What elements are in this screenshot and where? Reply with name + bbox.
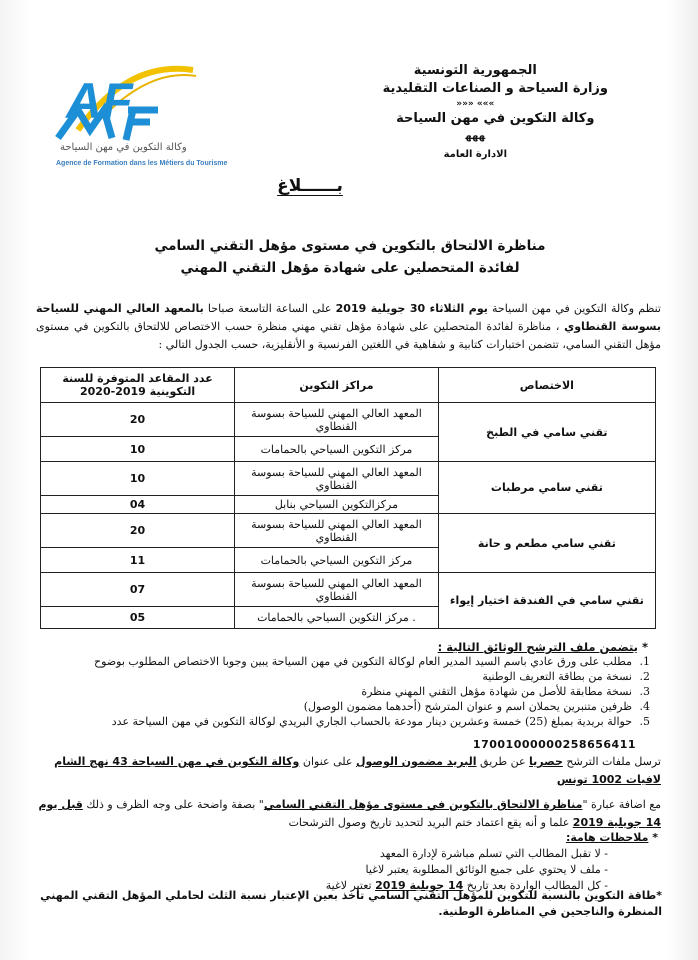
list-item: 4. ظرفين متنبرين يحملان اسم و عنوان المترشح (أحدهما مضمون الوصول) — [36, 699, 636, 714]
table-row — [41, 514, 656, 548]
list-item: 3. نسخة مطابقة للأصل من شهادة مؤهل التقني المهني منظرة — [36, 684, 636, 699]
intro-paragraph — [36, 300, 661, 354]
af-logo-icon — [38, 60, 218, 150]
note-item: - ملف لا يحتوي على جميع الوثائق المطلوبة يعتبر لاغيا — [365, 863, 608, 876]
center-cell: مركزالتكوين السياحي بنابل — [235, 496, 439, 514]
header-ornament: »»» ««« — [456, 99, 495, 109]
documents-list — [36, 654, 658, 729]
seats-cell: 20 — [41, 514, 235, 548]
sending-text-1: ترسل ملفات الترشح — [562, 755, 661, 768]
directorate-line: الادارة العامة — [443, 149, 507, 160]
seats-cell: 04 — [41, 496, 235, 514]
note-text: - كل المطالب الواردة بعد تاريخ — [466, 879, 608, 892]
intro-date: يوم الثلاثاء 30 جويلية 2019 — [335, 302, 488, 315]
table-row — [41, 573, 656, 607]
center-cell: مركز التكوين السياحي بالحمامات — [235, 437, 439, 462]
note-item: - لا تقبل المطالب التي تسلم مباشرة لإدارة المعهد — [379, 847, 608, 860]
agency-line: وكالة التكوين في مهن السياحة — [396, 111, 595, 126]
notes-section — [38, 830, 658, 846]
center-cell: المعهد العالي المهني للسياحة بسوسة القنطاوي — [235, 403, 439, 437]
intro-text-2: على الساعة التاسعة صباحا — [203, 302, 336, 315]
center-cell: المعهد العالي المهني للسياحة بسوسة القنطاوي — [235, 514, 439, 548]
note-date: 14 جويلية 2019 — [375, 879, 464, 892]
seats-table — [40, 367, 656, 629]
mention-deadline: قبل يوم 14 جويلية 2019 — [38, 798, 661, 829]
table-row — [41, 403, 656, 437]
sending-text-3: على عنوان — [299, 755, 356, 768]
header-centers: مراكز التكوين — [235, 368, 439, 403]
center-cell: مركز التكوين السياحي بالحمامات — [235, 548, 439, 573]
sending-text-2: عن طريق — [476, 755, 530, 768]
mention-phrase: مناظرة الالتحاق بالتكوين في مستوى مؤهل التقني السامي — [263, 798, 583, 811]
mention-text-3: علما و أنه يقع اعتماد ختم البريد لتحديد تاريخ وصول الترشحات — [288, 816, 573, 829]
header-ornament-2: ﮭﮭﮭ — [465, 131, 486, 142]
sending-exclusive: حصريا — [529, 755, 563, 768]
logo-french-text: Agence de Formation dans les Métiers du Tourisme — [56, 160, 228, 167]
logo-letters: AF — [66, 73, 133, 129]
specialty-cell: تقني سامي مرطبات — [438, 462, 655, 514]
final-note: *طاقة التكوين بالنسبة للتكوين للمؤهل التقني السامي تأخذ بعين الإعتبار نسبة الثلث لحاملي المؤهل التقني المهني المنظرة والناجحين في المناظرة الوطنية. — [40, 889, 662, 918]
notes-title: * ملاحظات هامة: — [565, 831, 658, 844]
mention-paragraph — [36, 796, 661, 832]
list-item: 5. حوالة بريدية بمبلغ (25) خمسة وعشرين دينار مودعة بالحساب الجاري البريدي لوكالة التكوين في مهن السياحة عدد — [36, 714, 636, 729]
table-header-row — [41, 368, 656, 403]
header-specialty: الاختصاص — [438, 368, 655, 403]
logo-arabic-text: وكالة التكوين في مهن السياحة — [60, 142, 187, 153]
center-cell: المعهد العالي المهني للسياحة بسوسة القنطاوي — [235, 573, 439, 607]
header-seats: عدد المقاعد المتوفرة للسنة التكوينية 2019-2020 — [41, 368, 235, 403]
seats-cell: 11 — [41, 548, 235, 573]
center-cell: المعهد العالي المهني للسياحة بسوسة القنطاوي — [235, 462, 439, 496]
notes-list — [38, 846, 658, 894]
official-header — [382, 62, 608, 164]
subtitle-line-2: لفائدة المتحصلين على شهادة مؤهل التقني المهني — [180, 260, 520, 276]
mention-text-1: مع اضافة عبارة " — [582, 798, 661, 811]
notes-title-text: ملاحظات هامة: — [565, 831, 649, 844]
documents-title: يتضمن ملف الترشح الوثائق التالية : — [437, 640, 638, 654]
seats-cell: 05 — [41, 607, 235, 629]
documents-heading — [438, 640, 648, 654]
table-row — [41, 462, 656, 496]
subtitle-line-1: مناظرة الالتحاق بالتكوين في مستوى مؤهل التقني السامي — [154, 238, 546, 254]
specialty-cell: تقني سامي مطعم و حانة — [438, 514, 655, 573]
specialty-cell: تقني سامي في الفندقة اختيار إيواء — [438, 573, 655, 629]
seats-cell: 20 — [41, 403, 235, 437]
account-number: 17001000000258656411 — [472, 738, 636, 751]
republic-line: الجمهورية التونسية — [413, 63, 537, 78]
list-item: 2. نسخة من بطاقة التعريف الوطنية — [36, 669, 636, 684]
specialty-cell: تقني سامي في الطبخ — [438, 403, 655, 462]
center-cell: . مركز التكوين السياحي بالحمامات — [235, 607, 439, 629]
list-item: 1. مطلب على ورق عادي باسم السيد المدير العام لوكالة التكوين في مهن السياحة يبين وجوبا الاختصاص المطلوب بوضوح — [36, 654, 636, 669]
mention-text-2: " بصفة واضحة على وجه الظرف و ذلك — [82, 798, 264, 811]
ministry-line: وزارة السياحة و الصناعات التقليدية — [382, 81, 608, 96]
seats-cell: 07 — [41, 573, 235, 607]
page-title: بــــــلاغ — [277, 176, 343, 196]
sending-paragraph — [36, 753, 661, 789]
sending-address: وكالة التكوين في مهن السياحة 43 نهج الشام لافيات 1002 تونس — [54, 755, 661, 786]
note-text-end: تعتبر لاغية — [325, 879, 372, 892]
seats-cell: 10 — [41, 437, 235, 462]
intro-text-1: تنظم وكالة التكوين في مهن السياحة — [487, 302, 661, 315]
intro-text-3: ، مناظرة لفائدة المتحصلين على شهادة مؤهل تقني مهني منظرة حسب الاختصاص للالتحاق بالتكوين في مستوى مؤهل التقني السامي، تتضمن اختبارات كتابية و شفاهية في اللغتين الفرنسية و الأنقليزية، حسب الجدول التالي : — [36, 320, 661, 351]
seats-cell: 10 — [41, 462, 235, 496]
star-marker: * — [641, 640, 648, 654]
sending-mail: البريد مضمون الوصول — [355, 755, 477, 768]
intro-venue: بالمعهد العالي المهني للسياحة بسوسة القنطاوي — [36, 302, 661, 333]
